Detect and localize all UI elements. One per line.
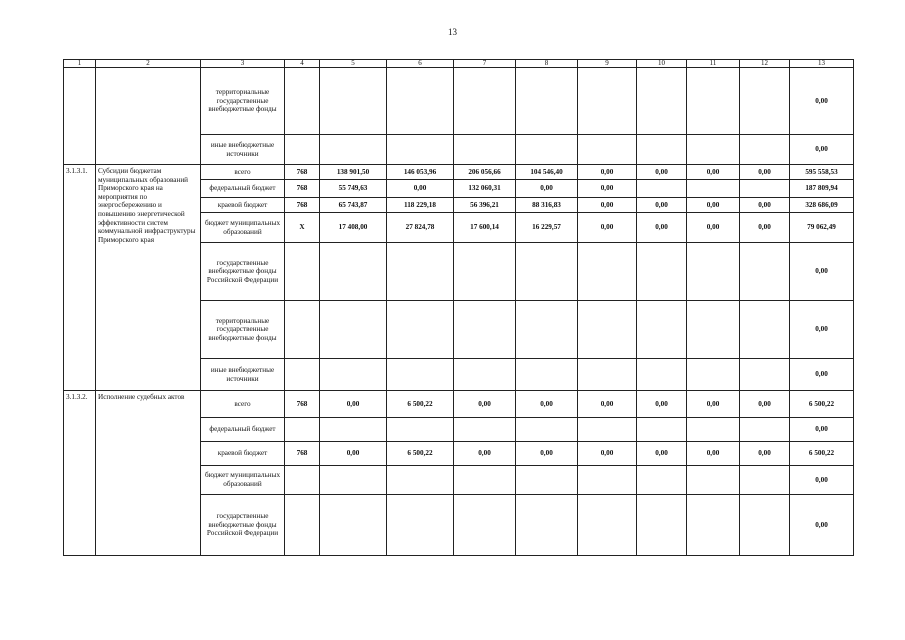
year-value bbox=[740, 243, 790, 301]
funding-source: государственные внебюджетные фонды Российской Федерации bbox=[201, 243, 285, 301]
column-header: 9 bbox=[578, 60, 637, 68]
item-name: Субсидии бюджетам муниципальных образований Приморского края на мероприятия по энергосбережению и повышению энергетической эффективности систем коммунальной инфраструктуры Приморского края bbox=[96, 165, 201, 391]
year-value: 132 060,31 bbox=[454, 180, 516, 198]
year-value bbox=[687, 135, 740, 165]
year-value bbox=[740, 418, 790, 442]
year-value: 17 408,00 bbox=[320, 213, 387, 243]
funding-source: бюджет муниципальных образований bbox=[201, 213, 285, 243]
year-value bbox=[387, 466, 454, 495]
year-value bbox=[687, 466, 740, 495]
year-value: 0,00 bbox=[516, 180, 578, 198]
year-value bbox=[516, 243, 578, 301]
grbs-code: 768 bbox=[285, 198, 320, 213]
year-value bbox=[454, 466, 516, 495]
column-header: 5 bbox=[320, 60, 387, 68]
year-value: 0,00 bbox=[637, 198, 687, 213]
year-value bbox=[387, 301, 454, 359]
year-value bbox=[454, 135, 516, 165]
year-value bbox=[740, 495, 790, 556]
year-value: 65 743,87 bbox=[320, 198, 387, 213]
year-value: 206 056,66 bbox=[454, 165, 516, 180]
total-value: 595 558,53 bbox=[790, 165, 854, 180]
column-header: 8 bbox=[516, 60, 578, 68]
year-value bbox=[320, 466, 387, 495]
item-code bbox=[64, 68, 96, 165]
year-value bbox=[637, 301, 687, 359]
year-value: 0,00 bbox=[454, 391, 516, 418]
year-value: 0,00 bbox=[637, 391, 687, 418]
year-value bbox=[387, 135, 454, 165]
table-row bbox=[64, 68, 854, 135]
year-value: 0,00 bbox=[637, 213, 687, 243]
item-name: Исполнение судебных актов bbox=[96, 391, 201, 556]
column-header: 12 bbox=[740, 60, 790, 68]
funding-source: краевой бюджет bbox=[201, 442, 285, 466]
year-value bbox=[687, 301, 740, 359]
year-value: 0,00 bbox=[687, 213, 740, 243]
year-value: 88 316,83 bbox=[516, 198, 578, 213]
total-value: 0,00 bbox=[790, 68, 854, 135]
year-value bbox=[320, 418, 387, 442]
year-value bbox=[740, 466, 790, 495]
funding-source: иные внебюджетные источники bbox=[201, 359, 285, 391]
year-value bbox=[637, 466, 687, 495]
funding-source: всего bbox=[201, 165, 285, 180]
year-value: 0,00 bbox=[578, 213, 637, 243]
year-value bbox=[516, 466, 578, 495]
year-value: 0,00 bbox=[320, 391, 387, 418]
year-value: 0,00 bbox=[454, 442, 516, 466]
year-value: 0,00 bbox=[578, 198, 637, 213]
year-value bbox=[637, 418, 687, 442]
year-value bbox=[578, 243, 637, 301]
total-value: 6 500,22 bbox=[790, 391, 854, 418]
grbs-code: 768 bbox=[285, 180, 320, 198]
year-value: 0,00 bbox=[687, 198, 740, 213]
year-value: 0,00 bbox=[578, 165, 637, 180]
total-value: 6 500,22 bbox=[790, 442, 854, 466]
column-header: 6 bbox=[387, 60, 454, 68]
year-value bbox=[387, 418, 454, 442]
year-value bbox=[320, 301, 387, 359]
year-value bbox=[454, 418, 516, 442]
grbs-code bbox=[285, 359, 320, 391]
column-header: 11 bbox=[687, 60, 740, 68]
column-header-row bbox=[64, 60, 854, 68]
year-value: 6 500,22 bbox=[387, 442, 454, 466]
year-value: 0,00 bbox=[687, 442, 740, 466]
year-value: 118 229,18 bbox=[387, 198, 454, 213]
year-value bbox=[687, 180, 740, 198]
year-value bbox=[578, 359, 637, 391]
total-value: 187 809,94 bbox=[790, 180, 854, 198]
year-value: 55 749,63 bbox=[320, 180, 387, 198]
year-value bbox=[454, 359, 516, 391]
year-value bbox=[387, 243, 454, 301]
grbs-code bbox=[285, 466, 320, 495]
column-header: 2 bbox=[96, 60, 201, 68]
total-value: 0,00 bbox=[790, 418, 854, 442]
year-value bbox=[637, 359, 687, 391]
year-value bbox=[637, 180, 687, 198]
funding-source: всего bbox=[201, 391, 285, 418]
funding-source: бюджет муниципальных образований bbox=[201, 466, 285, 495]
grbs-code: 768 bbox=[285, 391, 320, 418]
year-value: 16 229,57 bbox=[516, 213, 578, 243]
column-header: 3 bbox=[201, 60, 285, 68]
year-value bbox=[637, 68, 687, 135]
year-value: 0,00 bbox=[320, 442, 387, 466]
year-value bbox=[578, 466, 637, 495]
funding-source: федеральный бюджет bbox=[201, 418, 285, 442]
column-header: 1 bbox=[64, 60, 96, 68]
column-header: 7 bbox=[454, 60, 516, 68]
year-value bbox=[387, 359, 454, 391]
year-value bbox=[578, 418, 637, 442]
year-value bbox=[740, 301, 790, 359]
year-value bbox=[740, 180, 790, 198]
year-value bbox=[454, 243, 516, 301]
grbs-code bbox=[285, 495, 320, 556]
year-value: 0,00 bbox=[740, 165, 790, 180]
item-code: 3.1.3.1. bbox=[64, 165, 96, 391]
year-value bbox=[687, 418, 740, 442]
year-value bbox=[516, 495, 578, 556]
year-value bbox=[387, 68, 454, 135]
year-value bbox=[516, 135, 578, 165]
funding-source: территориальные государственные внебюджетные фонды bbox=[201, 68, 285, 135]
year-value bbox=[454, 495, 516, 556]
year-value: 0,00 bbox=[637, 165, 687, 180]
total-value: 0,00 bbox=[790, 243, 854, 301]
year-value bbox=[320, 495, 387, 556]
year-value bbox=[320, 243, 387, 301]
year-value bbox=[516, 68, 578, 135]
year-value bbox=[687, 68, 740, 135]
year-value bbox=[740, 359, 790, 391]
funding-source: государственные внебюджетные фонды Российской Федерации bbox=[201, 495, 285, 556]
year-value: 0,00 bbox=[578, 391, 637, 418]
column-header: 4 bbox=[285, 60, 320, 68]
grbs-code bbox=[285, 68, 320, 135]
grbs-code: X bbox=[285, 213, 320, 243]
year-value: 0,00 bbox=[740, 442, 790, 466]
year-value: 27 824,78 bbox=[387, 213, 454, 243]
budget-table bbox=[63, 59, 854, 556]
year-value: 6 500,22 bbox=[387, 391, 454, 418]
grbs-code: 768 bbox=[285, 442, 320, 466]
grbs-code bbox=[285, 301, 320, 359]
year-value bbox=[387, 495, 454, 556]
funding-source: иные внебюджетные источники bbox=[201, 135, 285, 165]
year-value: 0,00 bbox=[637, 442, 687, 466]
year-value bbox=[637, 495, 687, 556]
year-value: 138 901,50 bbox=[320, 165, 387, 180]
year-value: 56 396,21 bbox=[454, 198, 516, 213]
page-number: 13 bbox=[448, 27, 457, 37]
total-value: 0,00 bbox=[790, 495, 854, 556]
year-value: 0,00 bbox=[740, 198, 790, 213]
item-name bbox=[96, 68, 201, 165]
column-header: 13 bbox=[790, 60, 854, 68]
year-value: 0,00 bbox=[740, 213, 790, 243]
funding-source: краевой бюджет bbox=[201, 198, 285, 213]
year-value: 0,00 bbox=[687, 165, 740, 180]
total-value: 0,00 bbox=[790, 359, 854, 391]
year-value: 17 600,14 bbox=[454, 213, 516, 243]
total-value: 0,00 bbox=[790, 135, 854, 165]
grbs-code bbox=[285, 418, 320, 442]
year-value bbox=[516, 359, 578, 391]
year-value bbox=[687, 359, 740, 391]
grbs-code: 768 bbox=[285, 165, 320, 180]
total-value: 0,00 bbox=[790, 301, 854, 359]
year-value bbox=[578, 301, 637, 359]
year-value bbox=[687, 243, 740, 301]
year-value bbox=[320, 135, 387, 165]
year-value: 0,00 bbox=[516, 391, 578, 418]
year-value bbox=[578, 68, 637, 135]
funding-source: федеральный бюджет bbox=[201, 180, 285, 198]
year-value bbox=[320, 359, 387, 391]
year-value bbox=[740, 135, 790, 165]
item-code: 3.1.3.2. bbox=[64, 391, 96, 556]
year-value: 0,00 bbox=[578, 442, 637, 466]
year-value: 0,00 bbox=[740, 391, 790, 418]
year-value bbox=[578, 495, 637, 556]
year-value bbox=[516, 301, 578, 359]
total-value: 0,00 bbox=[790, 466, 854, 495]
year-value bbox=[454, 301, 516, 359]
table-row bbox=[64, 391, 854, 418]
total-value: 79 062,49 bbox=[790, 213, 854, 243]
year-value bbox=[516, 418, 578, 442]
grbs-code bbox=[285, 243, 320, 301]
year-value bbox=[454, 68, 516, 135]
year-value bbox=[740, 68, 790, 135]
year-value: 0,00 bbox=[387, 180, 454, 198]
funding-source: территориальные государственные внебюджетные фонды bbox=[201, 301, 285, 359]
grbs-code bbox=[285, 135, 320, 165]
year-value bbox=[687, 495, 740, 556]
year-value bbox=[578, 135, 637, 165]
year-value bbox=[637, 135, 687, 165]
year-value: 0,00 bbox=[578, 180, 637, 198]
column-header: 10 bbox=[637, 60, 687, 68]
year-value: 146 053,96 bbox=[387, 165, 454, 180]
year-value bbox=[637, 243, 687, 301]
table-row bbox=[64, 165, 854, 180]
year-value: 104 546,40 bbox=[516, 165, 578, 180]
year-value: 0,00 bbox=[687, 391, 740, 418]
year-value bbox=[320, 68, 387, 135]
year-value: 0,00 bbox=[516, 442, 578, 466]
total-value: 328 686,09 bbox=[790, 198, 854, 213]
